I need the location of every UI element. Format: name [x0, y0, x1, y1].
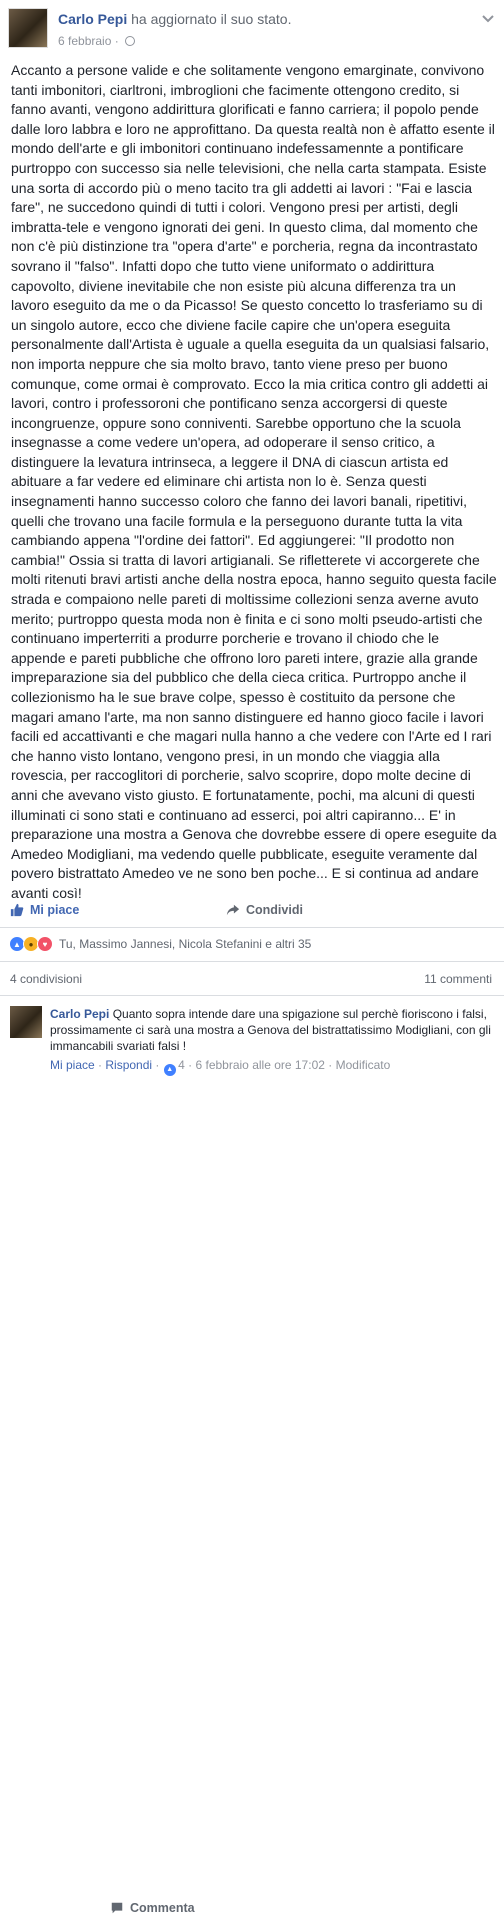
author-avatar[interactable]: [8, 8, 48, 48]
like-reaction-icon: ▲: [9, 936, 25, 952]
reactions-summary[interactable]: [9, 936, 311, 952]
comment-body: [50, 1006, 495, 1054]
comment-time[interactable]: 6 febbraio alle ore 17:02: [195, 1058, 325, 1072]
meta-separator: ·: [155, 1058, 160, 1072]
post-body: Accanto a persone valide e che solitamente vengono emarginate, convivono tanti imbonitori, ciarltroni, imbroglioni che facimente ottengono credito, si fanno avanti, vengono addirittura glorificati e fanno carriera; il popolo pende dalle loro labbra e loro ne approfittano. Da questa realtà non è affatto esente il mondo dell'arte e gli imbonitori continuano indefessamennte a pontificare purtroppo con successo sia nelle televisioni, che nella carta stampata. Esiste una sorta di accordo più o meno tacito tra gli addetti ai lavori : "Fai e lascia fare", ne succedono quindi di tutti i colori. Vengono presi per artisti, degli imbratta-tele e vengono ignorati dei geni. In questo clima, dal momento che non c'è più distinzione tra "opera d'arte" e porcheria, regna da incontrastato sovrano il "falso". Infatti dopo che tutto viene uniformato o addirittura capovolto, diviene inevitabile che non esiste più alcuna differenza tra un lavoro eseguito da me o da Picasso! Se questo concetto lo trasferiamo su di un singolo autore, ecco che diviene facile capire che un'opera eseguita personalmente dall'Artista è uguale a quella eseguita da un qualsiasi falsario, non importa neppure che sia molto bravo, tanto viene preso per buono comunque, come ormai è comprovato. Ecco la mia critica contro gli addetti ai lavori, contro i professoroni che pontificano senza accorgersi di queste incongruenze, oppure sono conniventi. Sarebbe opportuno che la scuola insegnasse a come vedere un'opera, ad odoperare il senso critico, a distinguere la levatura intrinseca, a leggere il DNA di ciascun artista ed abituare a far vedere ed eliminare chi artista non lo è. Senza questi insegnamenti hanno successo coloro che fanno dei lavori banali, ripetitivi, quelli che trovano una facile formula e la perseguono durante tutta la vita cambiando appena "l'ordine dei fattori". Ed aggiungerei: "Il prodotto non cambia!" Ossia si tratta di lavori artigianali. Se rifletterete vi accorgerete che molti ritenuti bravi artisti anche della nostra epoca, hanno seguito questa facile strada e compaiono nelle pareti di moltissime collezioni senza averne avuto merito; purtroppo questa moda non è finita e ci sono molti pseudo-artisti che continuano imperterriti a produrre porcherie e trovano il chiodo che le appende e pareti pubbliche che offrono loro pareti intere, grazie alla grande impreparazione sia del pubblico che della cieca critica. Purtroppo anche il collezionismo ha le sue brave colpe, spesso è costituito da persone che magari amano l'arte, ma non sanno distinguere ed hanno gioco facile i lavori facili ed accattivanti e che magari nulla hanno a che vedere con l'Arte ed I rari che hanno visto lontano, vengono presi, in un mondo che viaggia alla rovescia, per raccoglitori di porcherie, salvo scoprire, dopo molte decine di anni che avevano visto giusto. E fortunatamente, pochi, ma alcuni di questi illuminati ci sono stati e continuano ad esserci, poi altri capiranno... E' in preparazione una mostra a Genova che dovrebbe essere di opere eseguite da Amedeo Modigliani, ma vedendo quelle pubblicate, eseguite veramente dal povero bistrattato Amedeo ve ne sono ben poche... E si continua ad andare avanti così!: [11, 62, 497, 901]
comment-icon: [110, 1901, 124, 1915]
comment-like-count[interactable]: 4: [178, 1058, 185, 1072]
post-meta: [58, 34, 135, 48]
globe-icon: [125, 36, 135, 46]
comment-reply-link[interactable]: Rispondi: [105, 1058, 153, 1072]
love-reaction-icon: ♥: [37, 936, 53, 952]
share-icon: [226, 903, 240, 917]
commenter-avatar[interactable]: [10, 1006, 42, 1038]
comment-like-link[interactable]: Mi piace: [50, 1058, 95, 1072]
post-date[interactable]: 6 febbraio: [58, 34, 112, 48]
meta-separator: ·: [328, 1058, 333, 1072]
commenter-name[interactable]: Carlo Pepi: [50, 1007, 110, 1021]
share-label: Condividi: [246, 903, 303, 917]
meta-separator: ·: [114, 34, 119, 48]
divider: [0, 995, 504, 996]
comment-label: Commenta: [130, 1901, 195, 1915]
post-action-text: ha aggiornato il suo stato.: [131, 11, 292, 27]
comment-meta: [50, 1058, 390, 1077]
thumbs-up-icon: [10, 903, 24, 917]
divider: [0, 961, 504, 962]
meta-separator: ·: [188, 1058, 193, 1072]
comment-edited: Modificato: [335, 1058, 391, 1072]
share-button[interactable]: [226, 903, 303, 917]
author-name[interactable]: Carlo Pepi: [58, 11, 128, 27]
comment-button[interactable]: [110, 1901, 504, 1915]
comment-text: Quanto sopra intende dare una spigazione sul perchè fioriscono i falsi, prossimamente ci sarà una mostra a Genova del bistrattatissimo Modigliani, con gli immancabili svariati falsi !: [50, 1007, 491, 1053]
divider: [0, 927, 504, 928]
reactions-text[interactable]: Tu, Massimo Jannesi, Nicola Stefanini e altri 35: [59, 937, 312, 951]
chevron-down-icon[interactable]: [482, 12, 494, 26]
like-reaction-icon: ▲: [163, 1063, 177, 1077]
comments-count[interactable]: 11 commenti: [424, 972, 492, 986]
like-button[interactable]: [10, 903, 79, 917]
post-header: [8, 8, 498, 53]
meta-separator: ·: [98, 1058, 103, 1072]
author-line: [58, 11, 291, 27]
wow-reaction-icon: ●: [23, 936, 39, 952]
shares-count[interactable]: 4 condivisioni: [10, 972, 83, 986]
like-label: Mi piace: [30, 903, 80, 917]
